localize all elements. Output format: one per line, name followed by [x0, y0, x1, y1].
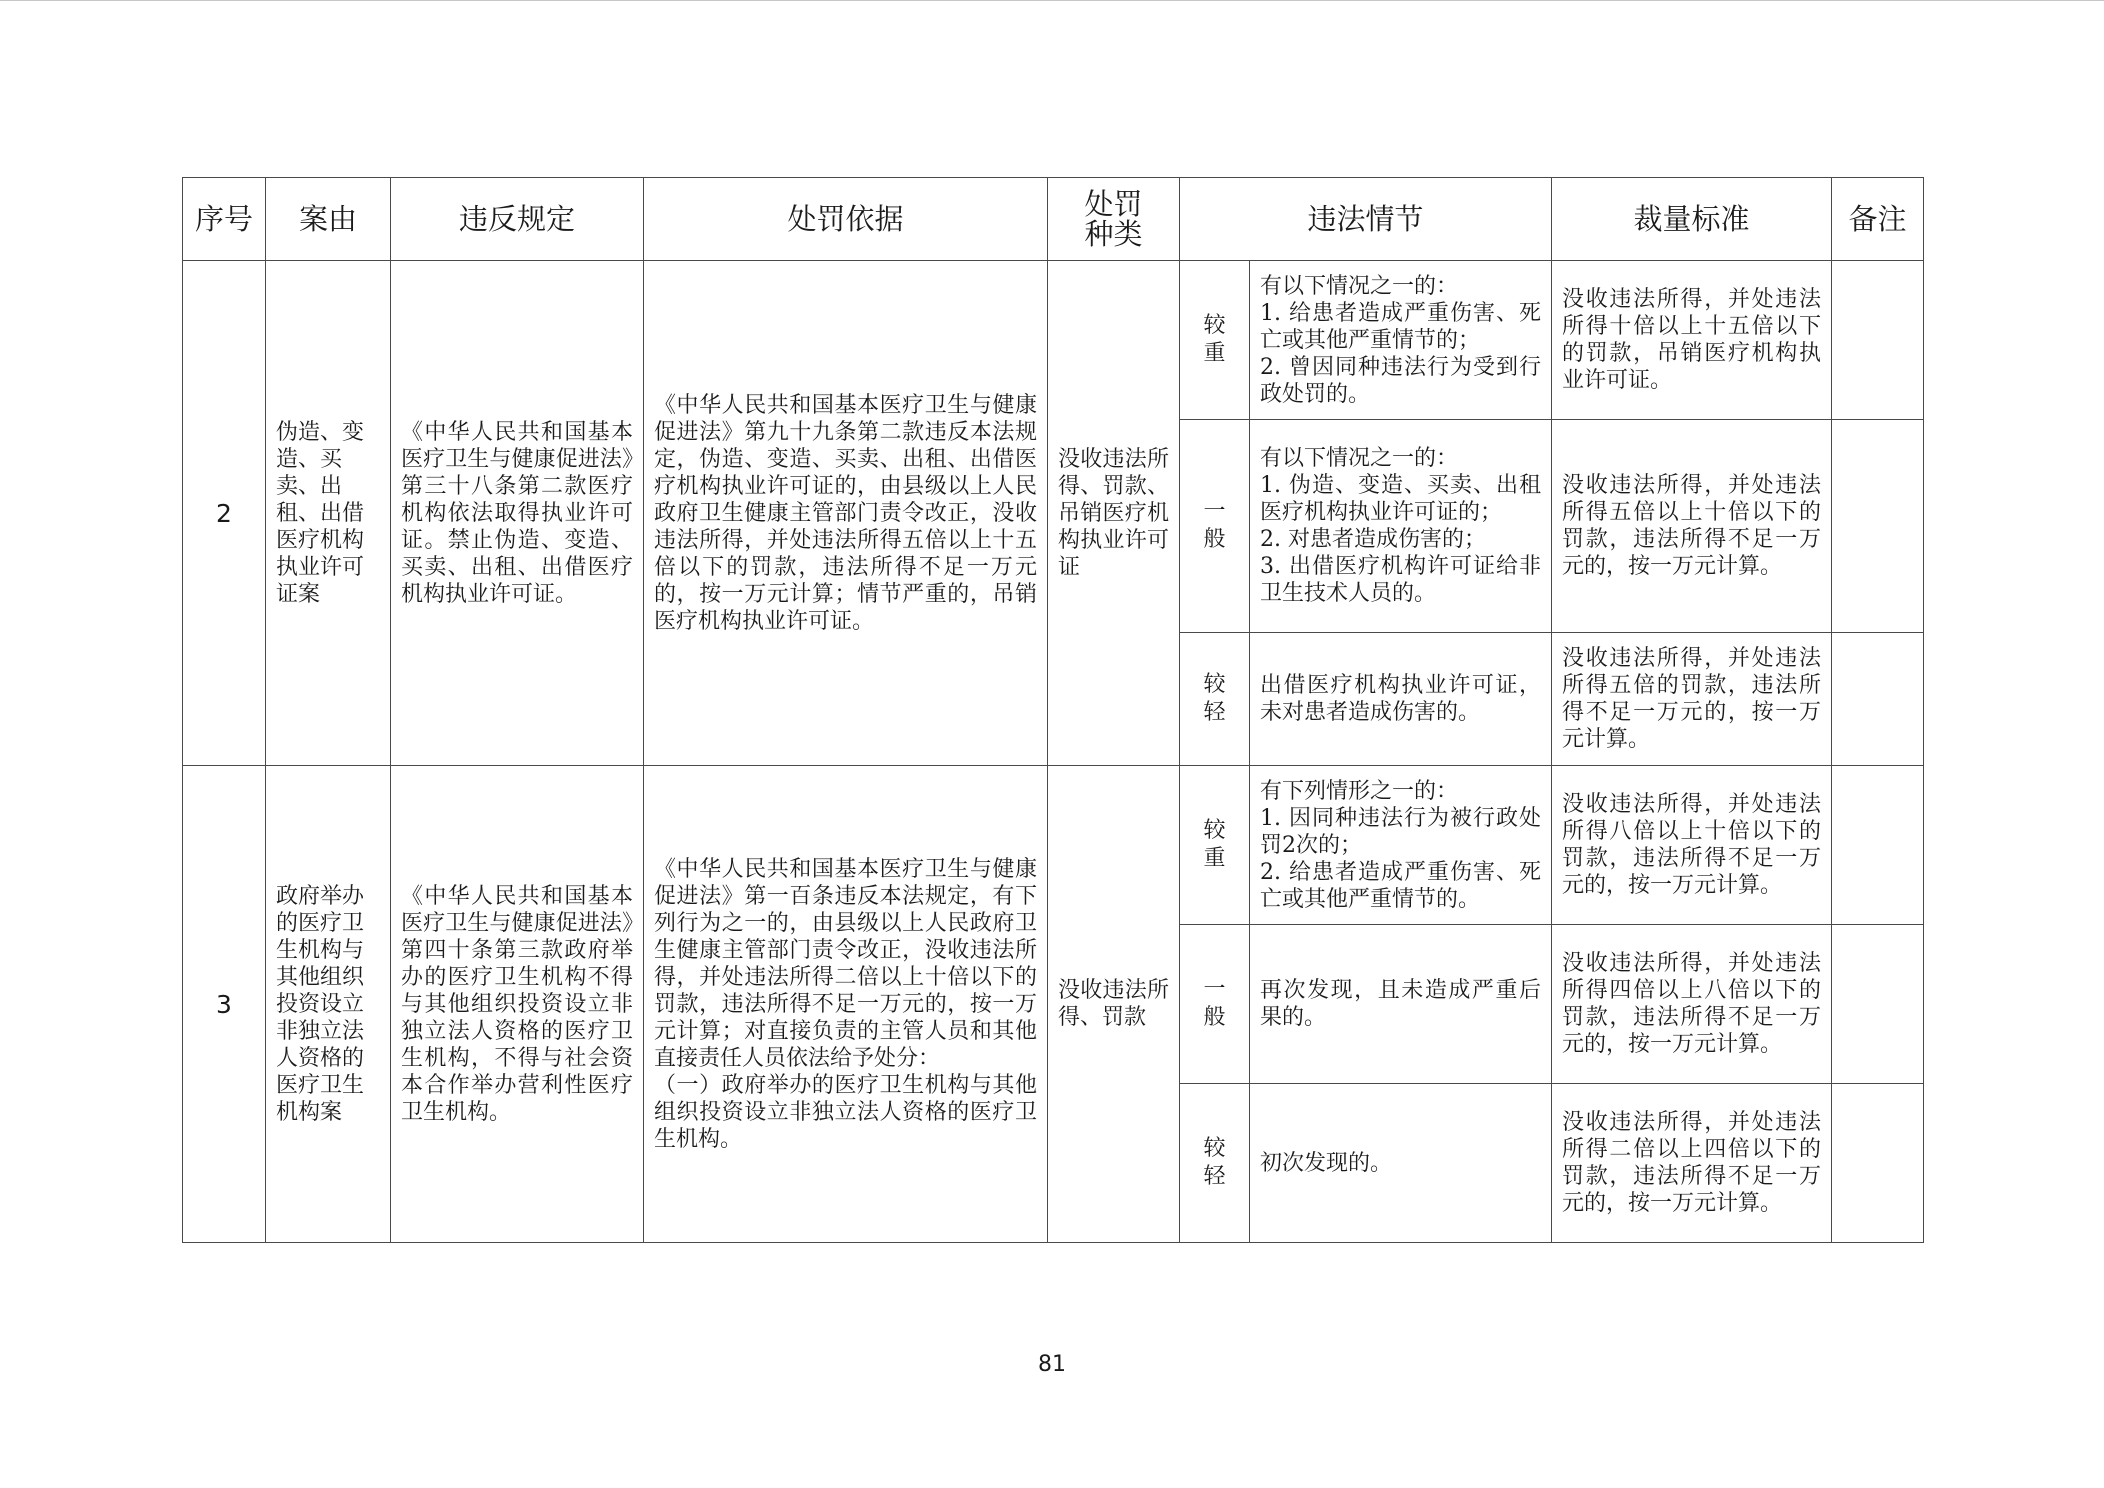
- row-seq: 3: [183, 766, 266, 1243]
- header-basis: 处罚依据: [644, 178, 1048, 261]
- discretion-standard: 没收违法所得，并处违法所得四倍以上八倍以下的罚款，违法所得不足一万元的，按一万元计算。: [1552, 925, 1832, 1084]
- row-cause: 伪造、变 造、买 卖、出 租、出借 医疗机构 执业许可 证案: [266, 261, 391, 766]
- table-row: [183, 766, 1924, 925]
- level-label: 较 重: [1180, 766, 1250, 925]
- row-basis: 《中华人民共和国基本医疗卫生与健康促进法》第九十九条第二款违反本法规定，伪造、变造、买卖、出租、出借医疗机构执业许可证的，由县级以上人民政府卫生健康主管部门责令改正，没收违法所得，并处违法所得五倍以上十五倍以下的罚款，违法所得不足一万元的，按一万元计算；情节严重的，吊销医疗机构执业许可证。: [644, 261, 1048, 766]
- circumstance-facts: 再次发现，且未造成严重后果的。: [1250, 925, 1552, 1084]
- circumstance-facts: 有以下情况之一的： 1. 伪造、变造、买卖、出租医疗机构执业许可证的； 2. 对患者造成伤害的； 3. 出借医疗机构许可证给非卫生技术人员的。: [1250, 420, 1552, 633]
- page-number: 81: [1038, 1352, 1066, 1377]
- row-seq: 2: [183, 261, 266, 766]
- circumstance-facts: 有以下情况之一的： 1. 给患者造成严重伤害、死亡或其他严重情节的； 2. 曾因同种违法行为受到行政处罚的。: [1250, 261, 1552, 420]
- note-cell: [1832, 925, 1924, 1084]
- level-label: 较 轻: [1180, 1084, 1250, 1243]
- discretion-standard: 没收违法所得，并处违法所得十倍以上十五倍以下的罚款，吊销医疗机构执业许可证。: [1552, 261, 1832, 420]
- row-penalty-type: 没收违法所得、罚款、吊销医疗机构执业许可证: [1048, 261, 1180, 766]
- level-label: 较 轻: [1180, 633, 1250, 766]
- row-penalty-type: 没收违法所得、罚款: [1048, 766, 1180, 1243]
- header-circumstances: 违法情节: [1180, 178, 1552, 261]
- note-cell: [1832, 633, 1924, 766]
- penalty-discretion-table: [182, 177, 1924, 1243]
- note-cell: [1832, 420, 1924, 633]
- header-cause: 案由: [266, 178, 391, 261]
- row-cause: 政府举办 的医疗卫 生机构与 其他组织 投资设立 非独立法 人资格的 医疗卫生 机构案: [266, 766, 391, 1243]
- header-standard: 裁量标准: [1552, 178, 1832, 261]
- header-seq: 序号: [183, 178, 266, 261]
- level-label: 较 重: [1180, 261, 1250, 420]
- circumstance-facts: 有下列情形之一的： 1. 因同种违法行为被行政处罚2次的； 2. 给患者造成严重伤害、死亡或其他严重情节的。: [1250, 766, 1552, 925]
- discretion-standard: 没收违法所得，并处违法所得五倍以上十倍以下的罚款，违法所得不足一万元的，按一万元计算。: [1552, 420, 1832, 633]
- row-basis: 《中华人民共和国基本医疗卫生与健康促进法》第一百条违反本法规定，有下列行为之一的，由县级以上人民政府卫生健康主管部门责令改正，没收违法所得，并处违法所得二倍以上十倍以下的罚款，违法所得不足一万元的，按一万元计算；对直接负责的主管人员和其他直接责任人员依法给予处分： （一）政府举办的医疗卫生机构与其他组织投资设立非独立法人资格的医疗卫生机构。: [644, 766, 1048, 1243]
- header-note: 备注: [1832, 178, 1924, 261]
- discretion-standard: 没收违法所得，并处违法所得五倍的罚款，违法所得不足一万元的，按一万元计算。: [1552, 633, 1832, 766]
- note-cell: [1832, 766, 1924, 925]
- header-provision: 违反规定: [391, 178, 644, 261]
- header-row: [183, 178, 1924, 261]
- row-provision: 《中华人民共和国基本医疗卫生与健康促进法》第三十八条第二款医疗机构依法取得执业许可证。禁止伪造、变造、买卖、出租、出借医疗机构执业许可证。: [391, 261, 644, 766]
- note-cell: [1832, 1084, 1924, 1243]
- note-cell: [1832, 261, 1924, 420]
- level-label: 一 般: [1180, 925, 1250, 1084]
- row-provision: 《中华人民共和国基本医疗卫生与健康促进法》第四十条第三款政府举办的医疗卫生机构不得与其他组织投资设立非独立法人资格的医疗卫生机构，不得与社会资本合作举办营利性医疗卫生机构。: [391, 766, 644, 1243]
- top-border: [0, 0, 2104, 1]
- table-row: [183, 261, 1924, 420]
- header-penalty-type: 处罚 种类: [1048, 178, 1180, 261]
- circumstance-facts: 初次发现的。: [1250, 1084, 1552, 1243]
- discretion-standard: 没收违法所得，并处违法所得二倍以上四倍以下的罚款，违法所得不足一万元的，按一万元计算。: [1552, 1084, 1832, 1243]
- level-label: 一 般: [1180, 420, 1250, 633]
- discretion-standard: 没收违法所得，并处违法所得八倍以上十倍以下的罚款，违法所得不足一万元的，按一万元计算。: [1552, 766, 1832, 925]
- circumstance-facts: 出借医疗机构执业许可证，未对患者造成伤害的。: [1250, 633, 1552, 766]
